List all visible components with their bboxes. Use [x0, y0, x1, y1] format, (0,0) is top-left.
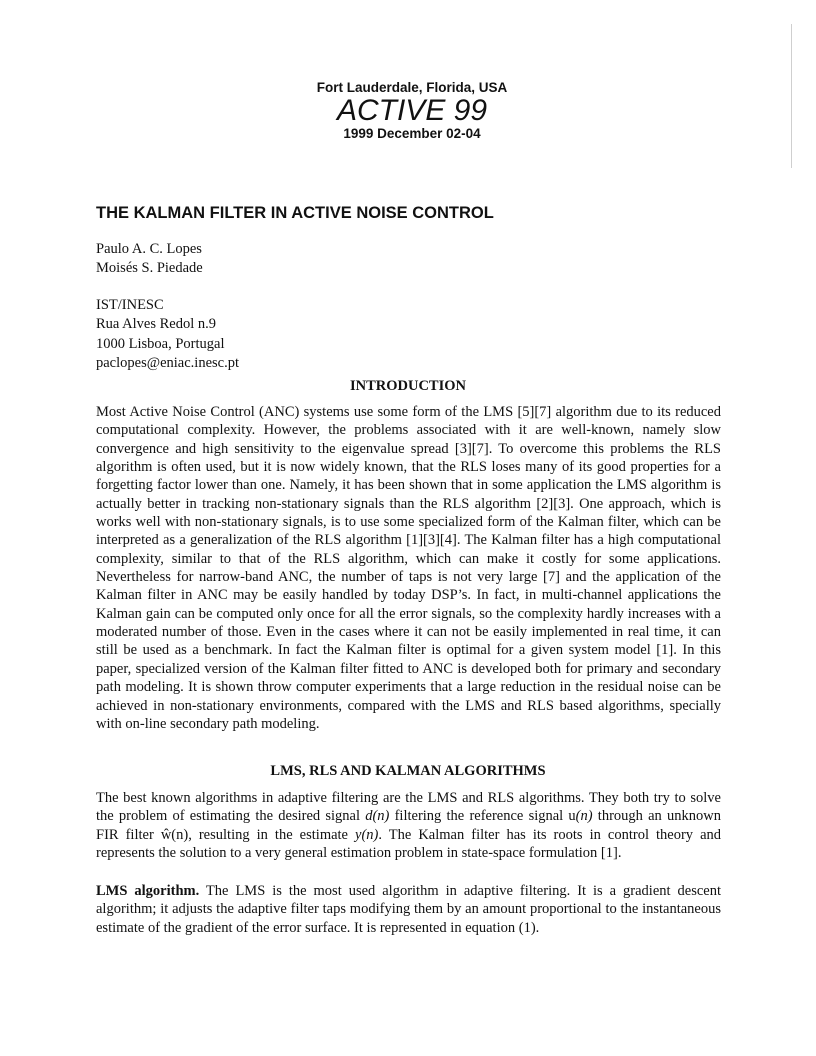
- conference-dates: 1999 December 02-04: [343, 126, 481, 141]
- author-email: paclopes@eniac.inesc.pt: [96, 355, 239, 372]
- conference-header: [0, 80, 816, 142]
- text-span: The LMS is the most used algorithm in adaptive filtering. It is a gradient descent algorithm; it adjusts the adaptive filter taps modifying them by an amount proportional to the instantaneous estimate of the gradient of the error surface. It is represented in equation (1).: [96, 883, 721, 936]
- text-span: , resulting in the estimate: [188, 826, 356, 843]
- affiliation-block: [96, 296, 239, 374]
- section-heading-introduction: INTRODUCTION: [349, 378, 466, 394]
- affiliation-institute: IST/INESC: [96, 297, 164, 313]
- symbol-filter-weights: ŵ(n): [160, 826, 189, 843]
- text-span: filtering the reference signal u: [389, 808, 576, 825]
- section-heading-algorithms: LMS, RLS AND KALMAN ALGORITHMS: [270, 763, 546, 779]
- text-span: The best known algorithms in adaptive filtering are the LMS and RLS algorithms. They both try to solve the problem of estimating the desired signal: [96, 790, 721, 825]
- text-span: through an unknown FIR filter: [96, 808, 721, 843]
- conference-venue: Fort Lauderdale, Florida, USA: [316, 80, 508, 95]
- symbol-desired-signal: d(n): [365, 808, 390, 825]
- author-name: Moisés S. Piedade: [96, 260, 203, 277]
- introduction-paragraph: Most Active Noise Control (ANC) systems use some form of the LMS [5][7] algorithm due to its reduced computational complexity. However, the problems associated with it are well-known, namely slow convergence and high sensitivity to the eigenvalue spread [3][7]. To overcome this problems the RLS algorithm is often used, but it is now widely known, that the RLS loses many of its good properties for a forgetting factor lower than one. Namely, it has been shown that in some application the LMS algorithm is actually better in tracking non-stationary signals than the RLS algorithm [2][3]. One approach, which is works well with non-stationary signals, is to use some specialized form of the Kalman filter, which can be interpreted as a generalization of the RLS algorithm [1][3][4]. The Kalman filter has a high computational complexity, similar to that of the RLS algorithm, which can make it costly for some applications. Nevertheless for narrow-band ANC, the number of taps is not very large [7] and the application of the Kalman filter in ANC may be easily handled by today DSP’s. In fact, in multi-channel applications the Kalman gain can be computed only once for all the error signals, so the complexity hardly increases with a moderated number of those. Even in the cases where it can not be easily implemented in real time, it can still be used as a benchmark. In fact the Kalman filter is optimal for a given system model [1]. In this paper, specialized version of the Kalman filter fitted to ANC is developed both for primary and secondary path modeling. It is shown throw computer experiments that a large reduction in the residual noise can be achieved in non-stationary environments, compared with the LMS and RLS based algorithms, specially with on-line secondary path modeling.: [96, 404, 721, 732]
- paper-title: THE KALMAN FILTER IN ACTIVE NOISE CONTROL: [96, 204, 494, 222]
- symbol-estimate: y(n): [355, 826, 379, 843]
- algorithms-paragraph: [96, 789, 721, 862]
- conference-name: ACTIVE 99: [336, 94, 488, 127]
- affiliation-city: 1000 Lisboa, Portugal: [96, 335, 225, 352]
- lms-algorithm-label: LMS algorithm.: [96, 883, 200, 899]
- lms-algorithm-paragraph: [96, 882, 721, 937]
- author-name: Paulo A. C. Lopes: [96, 241, 202, 257]
- author-list: [96, 240, 203, 279]
- affiliation-street: Rua Alves Redol n.9: [96, 316, 217, 333]
- symbol-reference-signal: (n): [575, 808, 593, 825]
- text-span: . The Kalman filter has its roots in control theory and represents the solution to a very general estimation problem in state-space formulation [1].: [96, 826, 722, 862]
